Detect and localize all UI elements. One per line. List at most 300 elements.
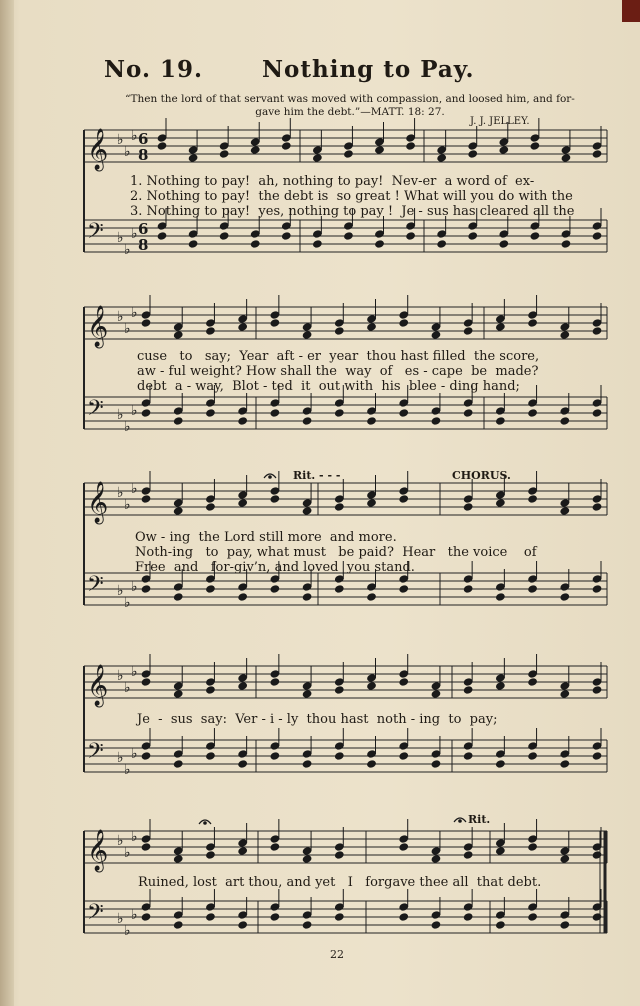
flat-sign: ♭ [117,911,124,927]
flat-sign: ♭ [117,583,124,599]
note-head [496,847,506,855]
note-head [375,240,385,248]
note-head [431,407,441,415]
page-number: 22 [330,948,344,961]
note-head [463,503,473,511]
note-head [335,913,345,921]
note-head [270,399,280,407]
note-head [528,585,538,593]
note-head [173,331,183,339]
note-head [463,851,473,859]
note-head [173,760,183,768]
note-head [270,742,280,750]
note-head [302,911,312,919]
note-head [270,311,280,319]
note-head [173,682,183,690]
note-head [560,583,570,591]
note-head [592,585,602,593]
note-head [530,232,540,240]
note-head [141,752,151,760]
note-head [270,487,280,495]
note-head [206,686,216,694]
note-head [206,575,216,583]
note-head [496,417,506,425]
chorus-line-system-4: Je - sus say: Ver - i - ly thou hast noth - ing to pay; [137,712,498,727]
treble-clef: 𝄞 [87,306,109,347]
note-head [463,585,473,593]
note-head [528,742,538,750]
bass-clef: 𝄢 [87,396,104,426]
note-head [367,583,377,591]
flat-sign: ♭ [124,497,131,513]
note-head [463,742,473,750]
note-head [560,323,570,331]
note-head [499,240,509,248]
note-head [206,678,216,686]
note-head [206,319,216,327]
verse-1-line-system-1: 1. Nothing to pay! ah, nothing to pay! Nev-er a word of ex- [130,174,535,189]
note-head [592,742,602,750]
note-head [367,499,377,507]
note-head [270,585,280,593]
note-head [250,230,260,238]
note-head [561,154,571,162]
note-head [375,138,385,146]
verse-1-line-system-2: cuse to say; Year aft - er year thou hast filled the score, [137,349,540,364]
note-head [463,575,473,583]
note-head [313,146,323,154]
flat-sign: ♭ [117,750,124,766]
note-head [367,760,377,768]
note-head [399,585,409,593]
note-head [528,575,538,583]
note-head [496,593,506,601]
treble-clef: 𝄞 [87,129,109,170]
note-head [560,682,570,690]
note-head [431,690,441,698]
note-head [375,146,385,154]
flat-sign: ♭ [124,419,131,435]
flat-sign: ♭ [131,829,138,845]
note-head [238,315,248,323]
time-signature: 6 [138,220,149,238]
flat-sign: ♭ [131,226,138,242]
note-head [157,142,167,150]
note-head [302,323,312,331]
note-head [141,835,151,843]
note-head [592,232,602,240]
note-head [399,495,409,503]
note-head [468,150,478,158]
fermata-dot [459,820,462,823]
note-head [302,417,312,425]
note-head [468,222,478,230]
note-head [206,503,216,511]
note-head [270,835,280,843]
note-head [188,154,198,162]
note-head [528,495,538,503]
note-head [141,399,151,407]
note-head [238,674,248,682]
flat-sign: ♭ [117,309,124,325]
note-head [560,499,570,507]
note-head [406,134,416,142]
note-head [173,407,183,415]
note-head [206,399,216,407]
note-head [313,154,323,162]
note-head [173,323,183,331]
flat-sign: ♭ [117,485,124,501]
note-head [188,240,198,248]
flat-sign: ♭ [131,305,138,321]
verse-1-line-system-3: Ow - ing the Lord still more and more. [135,530,397,545]
note-head [335,851,345,859]
note-head [530,134,540,142]
note-head [270,903,280,911]
verse-3-line-system-3: Free and for-giv’n, and loved you stand. [135,560,415,575]
note-head [463,913,473,921]
note-head [499,138,509,146]
note-head [302,760,312,768]
note-head [528,399,538,407]
note-head [282,142,292,150]
note-head [592,150,602,158]
note-head [528,311,538,319]
note-head [367,315,377,323]
note-head [437,146,447,154]
note-head [406,142,416,150]
note-head [463,409,473,417]
note-head [528,319,538,327]
note-head [399,678,409,686]
note-head [592,503,602,511]
note-head [141,843,151,851]
note-head [335,503,345,511]
note-head [431,911,441,919]
note-head [560,855,570,863]
note-head [302,690,312,698]
note-head [463,399,473,407]
note-head [157,232,167,240]
note-head [335,686,345,694]
note-head [496,911,506,919]
note-head [463,678,473,686]
note-head [238,491,248,499]
note-head [250,138,260,146]
note-head [499,230,509,238]
note-head [141,670,151,678]
note-head [367,750,377,758]
verse-3-line-system-2: debt a - way, Blot - ted it out with his blee - ding hand; [137,379,520,394]
note-head [399,752,409,760]
note-head [592,327,602,335]
note-head [219,232,229,240]
note-head [188,146,198,154]
note-head [141,742,151,750]
note-head [282,134,292,142]
epigraph-line-1: “Then the lord of that servant was moved with compassion, and loosed him, and for- [125,93,575,105]
note-head [238,750,248,758]
note-head [206,752,216,760]
time-signature: 6 [138,130,149,148]
flat-sign: ♭ [124,680,131,696]
flat-sign: ♭ [124,762,131,778]
note-head [592,409,602,417]
flat-sign: ♭ [131,128,138,144]
note-head [431,855,441,863]
note-head [528,670,538,678]
hymn-number: No. 19. [104,56,203,83]
note-head [592,319,602,327]
note-head [344,150,354,158]
note-head [238,911,248,919]
note-head [528,903,538,911]
note-head [270,752,280,760]
note-head [141,913,151,921]
note-head [206,409,216,417]
note-head [302,921,312,929]
note-head [335,752,345,760]
note-head [560,507,570,515]
note-head [468,142,478,150]
note-head [270,575,280,583]
note-head [335,327,345,335]
note-head [238,323,248,331]
fermata-dot [269,476,272,479]
note-head [406,222,416,230]
note-head [399,311,409,319]
note-head [141,311,151,319]
note-head [463,752,473,760]
flat-sign: ♭ [124,144,131,160]
note-head [206,495,216,503]
note-head [173,417,183,425]
note-head [302,507,312,515]
note-head [238,417,248,425]
note-head [431,760,441,768]
note-head [302,847,312,855]
note-head [270,319,280,327]
note-head [344,232,354,240]
note-head [406,232,416,240]
note-head [173,593,183,601]
flat-sign: ♭ [117,132,124,148]
note-head [173,499,183,507]
note-head [188,230,198,238]
note-head [431,847,441,855]
ritardando-mark-2: Rit. [468,813,491,826]
note-head [496,760,506,768]
note-head [561,146,571,154]
note-head [496,750,506,758]
note-head [270,913,280,921]
flat-sign: ♭ [124,595,131,611]
note-head [173,507,183,515]
note-head [561,230,571,238]
note-head [592,222,602,230]
flat-sign: ♭ [117,407,124,423]
note-head [206,843,216,851]
note-head [463,319,473,327]
note-head [206,742,216,750]
note-head [335,399,345,407]
note-head [302,583,312,591]
note-head [313,240,323,248]
note-head [399,487,409,495]
verse-2-line-system-3: Noth-ing to pay, what must be paid? Hear the voice of [135,545,537,560]
note-head [157,222,167,230]
note-head [344,142,354,150]
note-head [463,903,473,911]
note-head [530,222,540,230]
note-head [560,760,570,768]
note-head [560,593,570,601]
bass-clef: 𝄢 [87,219,104,249]
flat-sign: ♭ [131,907,138,923]
note-head [499,146,509,154]
note-head [463,495,473,503]
note-head [496,315,506,323]
note-head [335,409,345,417]
flat-sign: ♭ [117,230,124,246]
note-head [238,583,248,591]
note-head [399,835,409,843]
note-head [592,495,602,503]
note-head [206,913,216,921]
note-head [367,417,377,425]
note-head [528,913,538,921]
note-head [282,222,292,230]
note-head [238,682,248,690]
note-head [270,678,280,686]
note-head [592,686,602,694]
note-head [238,921,248,929]
note-head [399,742,409,750]
note-head [238,760,248,768]
note-head [335,903,345,911]
note-head [270,495,280,503]
note-head [592,575,602,583]
note-head [463,843,473,851]
flat-sign: ♭ [117,668,124,684]
note-head [157,134,167,142]
verse-2-line-system-1: 2. Nothing to pay! the debt is so great ! What will you do with the [130,189,573,204]
note-head [367,407,377,415]
verse-3-line-system-1: 3. Nothing to pay! yes, nothing to pay ! Je - sus has cleared all the [130,204,575,219]
note-head [335,678,345,686]
flat-sign: ♭ [131,746,138,762]
note-head [496,682,506,690]
note-head [141,575,151,583]
note-head [250,146,260,154]
note-head [468,232,478,240]
note-head [344,222,354,230]
note-head [431,331,441,339]
verse-2-line-system-2: aw - ful weight? How shall the way of es - cape be made? [137,364,539,379]
flat-sign: ♭ [124,242,131,258]
note-head [270,409,280,417]
note-head [463,686,473,694]
treble-clef: 𝄞 [87,830,109,871]
note-head [592,752,602,760]
note-head [302,855,312,863]
note-head [335,585,345,593]
note-head [206,585,216,593]
note-head [250,240,260,248]
note-head [238,839,248,847]
flat-sign: ♭ [117,833,124,849]
note-head [219,222,229,230]
note-head [437,154,447,162]
flat-sign: ♭ [131,403,138,419]
note-head [173,583,183,591]
note-head [367,682,377,690]
note-head [173,750,183,758]
note-head [592,142,602,150]
note-head [399,399,409,407]
note-head [141,409,151,417]
note-head [302,499,312,507]
bass-clef: 𝄢 [87,572,104,602]
ritardando-mark: Rit. - - - [293,469,341,482]
note-head [302,407,312,415]
note-head [238,847,248,855]
note-head [431,323,441,331]
note-head [302,593,312,601]
note-head [496,499,506,507]
note-head [219,150,229,158]
note-head [302,750,312,758]
treble-clef: 𝄞 [87,482,109,523]
flat-sign: ♭ [124,845,131,861]
note-head [238,407,248,415]
note-head [375,230,385,238]
chorus-label: CHORUS. [452,469,511,482]
note-head [367,323,377,331]
note-head [270,670,280,678]
treble-clef: 𝄞 [87,665,109,706]
note-head [206,903,216,911]
bass-clef: 𝄢 [87,739,104,769]
note-head [141,495,151,503]
note-head [560,690,570,698]
note-head [399,843,409,851]
flat-sign: ♭ [131,579,138,595]
flat-sign: ♭ [131,664,138,680]
note-head [528,678,538,686]
note-head [173,847,183,855]
epigraph-line-2: gave him the debt.”—MATT. 18: 27. [255,106,445,118]
note-head [367,674,377,682]
note-head [141,319,151,327]
note-head [367,593,377,601]
fermata-dot [204,822,207,825]
note-head [173,911,183,919]
note-head [206,327,216,335]
chorus-line-system-5: Ruined, lost art thou, and yet I forgave thee all that debt. [138,875,542,890]
note-head [528,835,538,843]
note-head [399,409,409,417]
note-head [431,921,441,929]
note-head [496,674,506,682]
note-head [528,409,538,417]
note-head [141,487,151,495]
note-head [431,682,441,690]
note-head [560,407,570,415]
note-head [528,487,538,495]
hymn-title: Nothing to Pay. [262,56,475,83]
note-head [496,921,506,929]
